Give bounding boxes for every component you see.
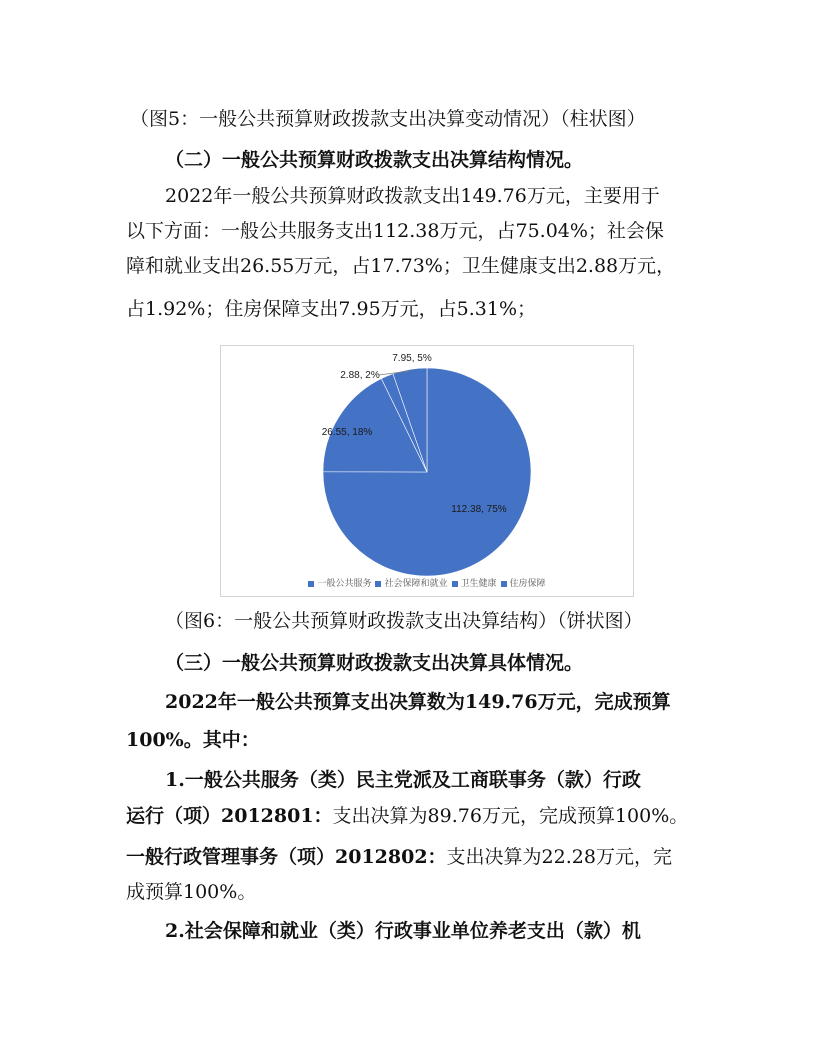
pie-data-label-1: 112.38, 75% xyxy=(451,504,507,515)
item1-line3 xyxy=(126,844,672,870)
pie-chart xyxy=(220,345,634,597)
para1-line3: 障和就业支出26.55万元，占17.73%；卫生健康支出2.88万元， xyxy=(126,255,676,277)
legend-item-4 xyxy=(501,576,546,589)
legend-label-3: 卫生健康 xyxy=(460,578,497,588)
pie-chart-svg xyxy=(221,346,633,596)
para1-line1: 2022年一般公共预算财政拨款支出149.76万元，主要用于 xyxy=(165,185,660,207)
para1-line4: 占1.92%；住房保障支出7.95万元，占5.31%； xyxy=(126,298,537,320)
item1-line2 xyxy=(126,803,688,829)
figure5-caption: （图5：一般公共预算财政拨款支出决算变动情况）（柱状图） xyxy=(130,108,646,130)
para2-line1: 2022年一般公共预算支出决算数为149.76万元，完成预算 xyxy=(165,691,671,713)
legend-swatch-1 xyxy=(308,581,314,587)
para1-line2: 以下方面：一般公共服务支出112.38万元，占75.04%；社会保 xyxy=(126,220,664,242)
chart-legend xyxy=(221,576,633,589)
legend-item-3 xyxy=(452,576,497,589)
legend-label-4: 住房保障 xyxy=(509,578,546,588)
item2-line1: 2.社会保障和就业（类）行政事业单位养老支出（款）机 xyxy=(165,920,641,942)
legend-label-2: 社会保障和就业 xyxy=(384,578,448,588)
legend-swatch-4 xyxy=(501,581,507,587)
legend-swatch-3 xyxy=(452,581,458,587)
pie-data-label-2: 26.55, 18% xyxy=(321,427,373,438)
legend-item-1 xyxy=(308,576,371,589)
para2-line2: 100%。其中： xyxy=(126,729,260,751)
item1-line1: 1.一般公共服务（类）民主党派及工商联事务（款）行政 xyxy=(165,769,641,791)
legend-item-2 xyxy=(375,576,447,589)
legend-label-1: 一般公共服务 xyxy=(317,578,372,588)
item1-line2-text: 支出决算为89.76万元，完成预算100%。 xyxy=(332,805,689,827)
section3-heading: （三）一般公共预算财政拨款支出决算具体情况。 xyxy=(165,652,584,674)
legend-swatch-2 xyxy=(375,581,381,587)
figure6-caption: （图6：一般公共预算财政拨款支出决算结构）（饼状图） xyxy=(165,610,643,632)
pie-data-label-4: 7.95, 5% xyxy=(392,353,432,364)
item1-line4: 成预算100%。 xyxy=(126,881,257,903)
item1-line3-text: 支出决算为22.28万元，完 xyxy=(446,846,672,868)
pie-data-label-3: 2.88, 2% xyxy=(340,370,380,381)
item1-code-label: 运行（项）2012801： xyxy=(126,805,333,827)
section2-heading: （二）一般公共预算财政拨款支出决算结构情况。 xyxy=(165,149,584,171)
item1b-code-label: 一般行政管理事务（项）2012802： xyxy=(126,846,447,868)
